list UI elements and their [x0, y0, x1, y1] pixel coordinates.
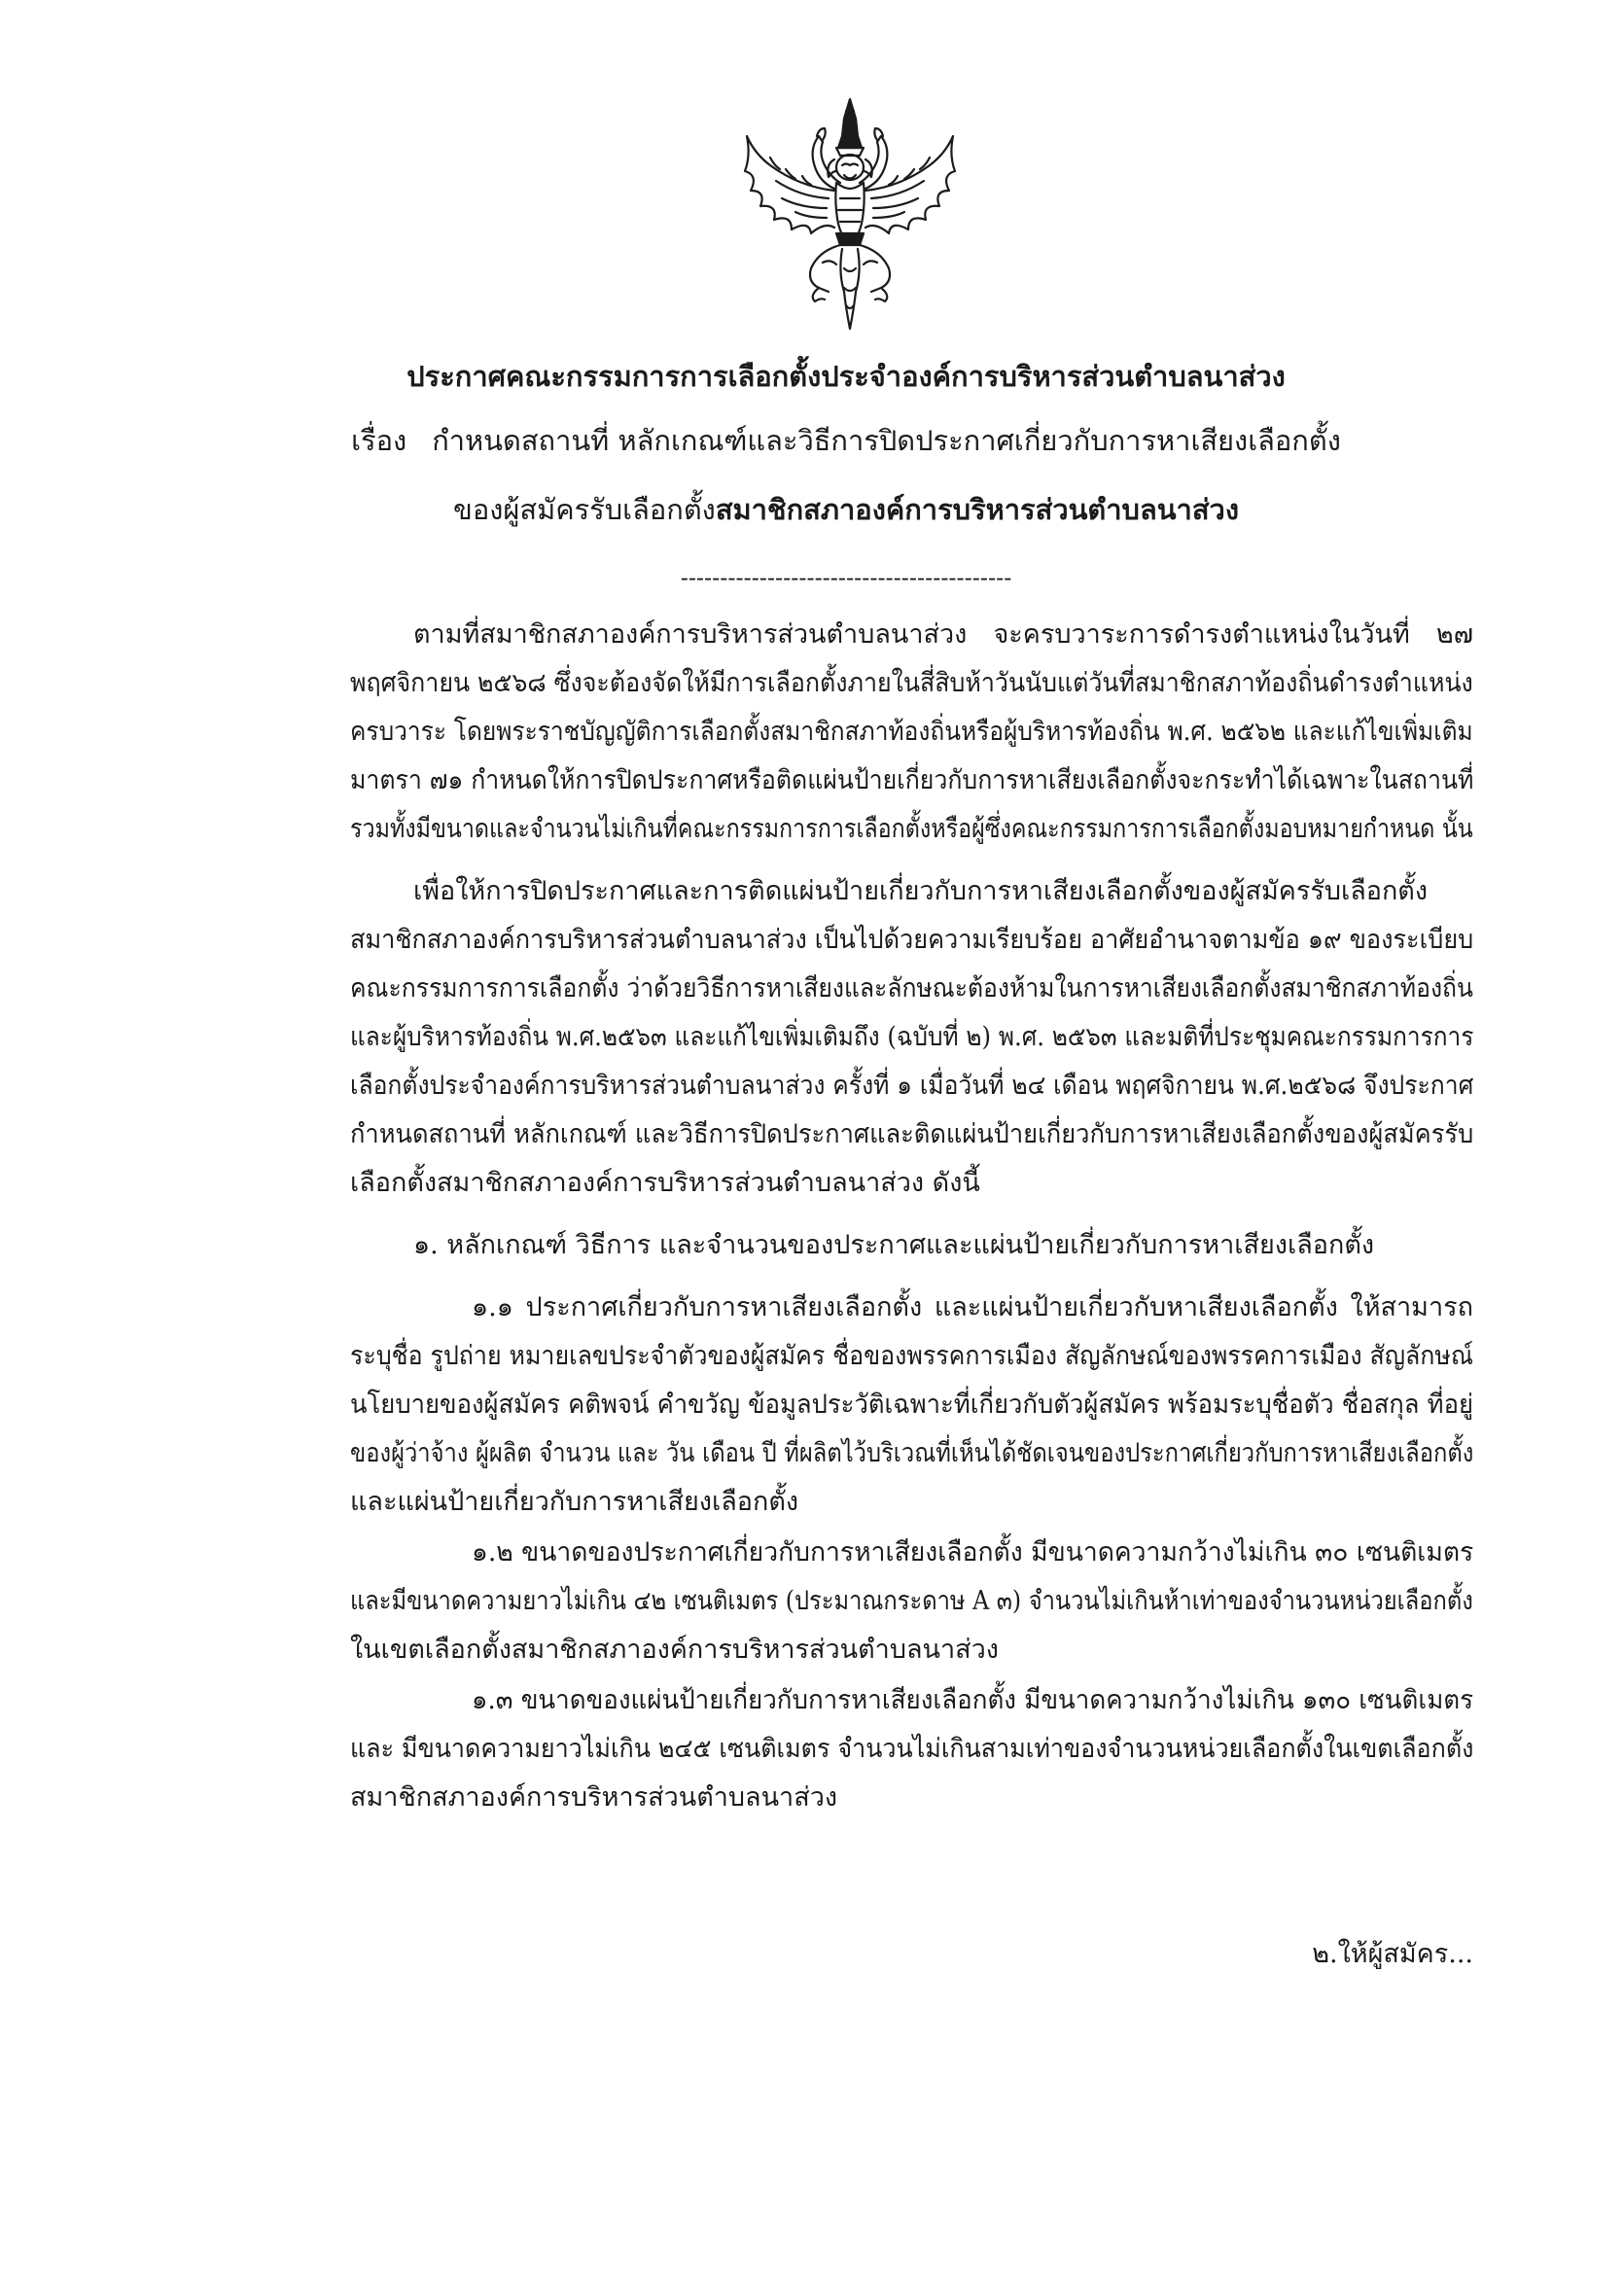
item-1-3	[350, 1676, 1473, 1822]
subject-line-2-bold: สมาชิกสภาองค์การบริหารส่วนตำบลนาส่วง	[715, 493, 1239, 526]
page-continuation: ๒.ให้ผู้สมัคร...	[1312, 1939, 1473, 1969]
body-line: ตามที่สมาชิกสภาองค์การบริหารส่วนตำบลนาส่วง จะครบวาระการดำรงตำแหน่งในวันที่ ๒๗	[413, 619, 1473, 650]
subject-line	[350, 419, 1342, 462]
body-line: ๑.๓ ขนาดของแผ่นป้ายเกี่ยวกับการหาเสียงเลือกตั้ง มีขนาดความกว้างไม่เกิน ๑๓๐ เซนติเมตร	[472, 1685, 1474, 1715]
document-body	[350, 611, 1473, 1824]
body-line: ในเขตเลือกตั้งสมาชิกสภาองค์การบริหารส่วนตำบลนาส่วง	[350, 1635, 999, 1665]
announcement-title: ประกาศคณะกรรมการการเลือกตั้งประจำองค์การบริหารส่วนตำบลนาส่วง	[406, 360, 1286, 393]
body-line: คณะกรรมการการเลือกตั้ง ว่าด้วยวิธีการหาเสียงและลักษณะต้องห้ามในการหาเสียงเลือกตั้งสมาชิกสภาท้องถิ่น	[350, 973, 1473, 1004]
body-line: ระบุชื่อ รูปถ่าย หมายเลขประจำตัวของผู้สมัคร ชื่อของพรรคการเมือง สัญลักษณ์ของพรรคการเมือง สัญลักษณ์	[350, 1341, 1474, 1371]
body-line: เลือกตั้งสมาชิกสภาองค์การบริหารส่วนตำบลนาส่วง ดังนี้	[350, 1168, 980, 1198]
body-line: นโยบายของผู้สมัคร คติพจน์ คำขวัญ ข้อมูลประวัติเฉพาะที่เกี่ยวกับตัวผู้สมัคร พร้อมระบุชื่อตัว ชื่อสกุล ที่อยู่	[350, 1390, 1474, 1420]
paragraph-2	[350, 867, 1473, 1208]
garuda-emblem	[741, 97, 959, 333]
body-line: ๑.๑ ประกาศเกี่ยวกับการหาเสียงเลือกตั้ง และแผ่นป้ายเกี่ยวกับหาเสียงเลือกตั้ง ให้สามารถ	[472, 1292, 1473, 1322]
body-line: และผู้บริหารท้องถิ่น พ.ศ.๒๕๖๓ และแก้ไขเพิ่มเติมถึง (ฉบับที่ ๒) พ.ศ. ๒๕๖๓ และมติที่ประชุมคณะกรรมการการ	[350, 1022, 1474, 1052]
body-line: ๑.๒ ขนาดของประกาศเกี่ยวกับการหาเสียงเลือกตั้ง มีขนาดความกว้างไม่เกิน ๓๐ เซนติเมตร	[472, 1537, 1474, 1567]
body-line: รวมทั้งมีขนาดและจำนวนไม่เกินที่คณะกรรมการการเลือกตั้งหรือผู้ซึ่งคณะกรรมการการเลือกตั้งมอบหมายกำหนด นั้น	[350, 814, 1473, 844]
item-1-2	[350, 1529, 1473, 1674]
subject-line-2-normal: ของผู้สมัครรับเลือกตั้ง	[453, 493, 716, 526]
subject-line-2	[350, 488, 1342, 531]
body-line: สมาชิกสภาองค์การบริหารส่วนตำบลนาส่วง	[350, 1782, 838, 1813]
body-line: มาตรา ๗๑ กำหนดให้การปิดประกาศหรือติดแผ่นป้ายเกี่ยวกับการหาเสียงเลือกตั้งจะกระทำได้เฉพาะในสถานที่	[350, 765, 1474, 795]
item-1-1	[350, 1284, 1473, 1527]
body-line: ครบวาระ โดยพระราชบัญญัติการเลือกตั้งสมาชิกสภาท้องถิ่นหรือผู้บริหารท้องถิ่น พ.ศ. ๒๕๖๒ และแก้ไขเพิ่มเติม	[350, 717, 1473, 747]
body-line: เลือกตั้งประจำองค์การบริหารส่วนตำบลนาส่วง ครั้งที่ ๑ เมื่อวันที่ ๒๔ เดือน พฤศจิกายน พ.ศ.๒๕๖๘ จึงประกาศ	[350, 1071, 1474, 1101]
body-line: เพื่อให้การปิดประกาศและการติดแผ่นป้ายเกี่ยวกับการหาเสียงเลือกตั้งของผู้สมัครรับเลือกตั้ง	[413, 876, 1429, 906]
subject-label: เรื่อง	[351, 424, 407, 457]
body-line: และ มีขนาดความยาวไม่เกิน ๒๔๕ เซนติเมตร จำนวนไม่เกินสามเท่าของจำนวนหน่วยเลือกตั้งในเขตเลือกตั้ง	[350, 1734, 1474, 1764]
paragraph-1	[350, 611, 1473, 854]
item-1-heading	[350, 1221, 1473, 1270]
body-line: พฤศจิกายน ๒๕๖๘ ซึ่งจะต้องจัดให้มีการเลือกตั้งภายในสี่สิบห้าวันนับแต่วันที่สมาชิกสภาท้องถิ่นดำรงตำแหน่ง	[350, 668, 1473, 698]
body-line: ของผู้ว่าจ้าง ผู้ผลิต จำนวน และ วัน เดือน ปี ที่ผลิตไว้บริเวณที่เห็นได้ชัดเจนของประกาศเกี่ยวกับการหาเสียงเลือกตั้ง	[350, 1438, 1474, 1468]
body-line: กำหนดสถานที่ หลักเกณฑ์ และวิธีการปิดประกาศและติดแผ่นป้ายเกี่ยวกับการหาเสียงเลือกตั้งของผู้สมัครรับ	[350, 1119, 1474, 1149]
body-line: และมีขนาดความยาวไม่เกิน ๔๒ เซนติเมตร (ประมาณกระดาษ A ๓) จำนวนไม่เกินห้าเท่าของจำนวนหน่วยเลือกตั้ง	[350, 1586, 1473, 1616]
body-line: และแผ่นป้ายเกี่ยวกับการหาเสียงเลือกตั้ง	[350, 1487, 799, 1517]
section-heading: ๑. หลักเกณฑ์ วิธีการ และจำนวนของประกาศและแผ่นป้ายเกี่ยวกับการหาเสียงเลือกตั้ง	[413, 1230, 1375, 1260]
header-divider: ------------------------------------------	[680, 564, 1012, 591]
subject-text: กำหนดสถานที่ หลักเกณฑ์และวิธีการปิดประกาศเกี่ยวกับการหาเสียงเลือกตั้ง	[432, 424, 1341, 457]
body-line: สมาชิกสภาองค์การบริหารส่วนตำบลนาส่วง เป็นไปด้วยความเรียบร้อย อาศัยอำนาจตามข้อ ๑๙ ของระเบียบ	[350, 925, 1474, 955]
garuda-emblem-icon	[741, 97, 959, 333]
